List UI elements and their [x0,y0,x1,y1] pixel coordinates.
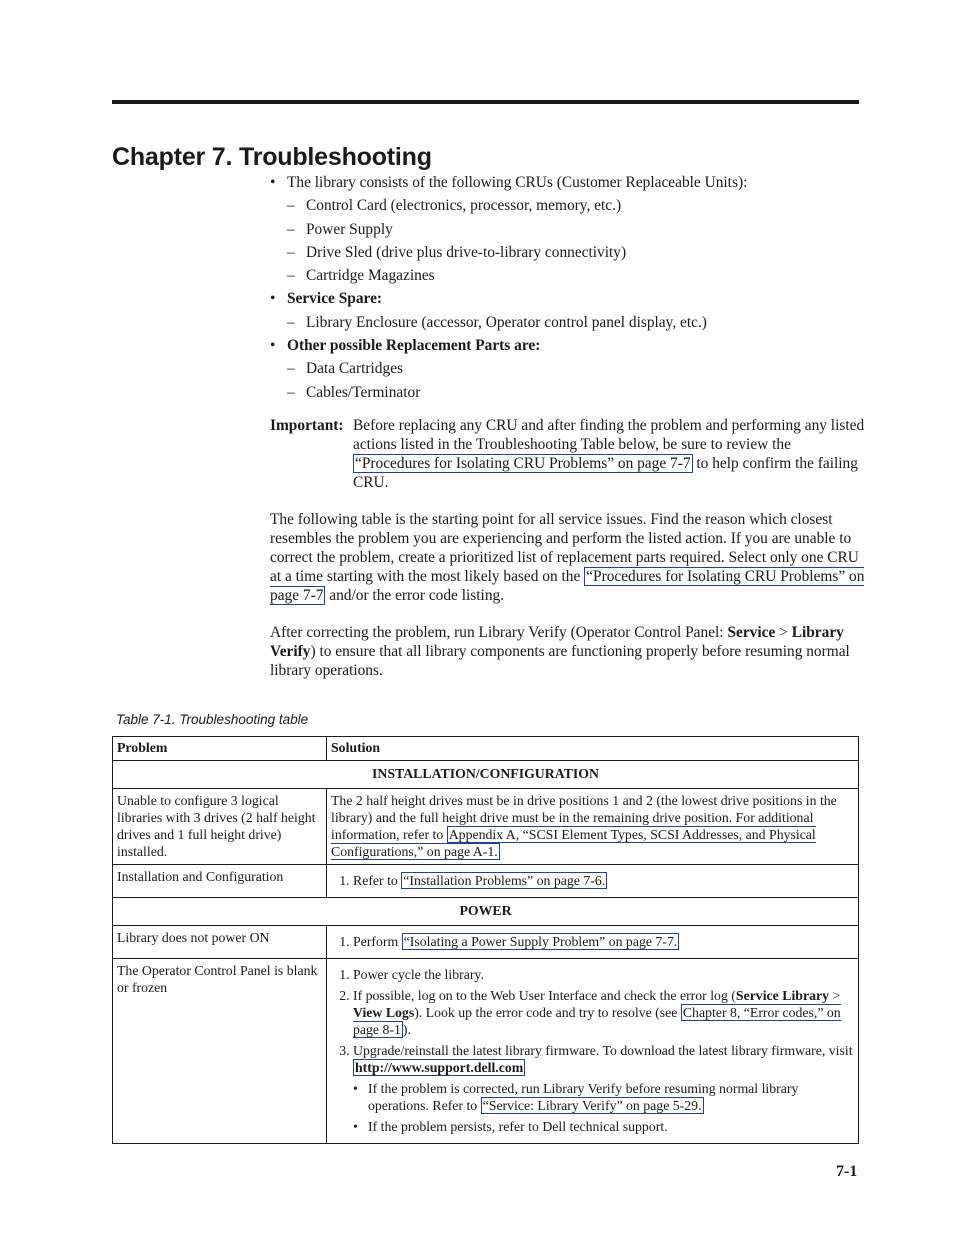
other-part-item: – Data Cartridges [270,359,865,378]
solution-cell [327,959,859,1144]
problem-cell: Unable to configure 3 logical libraries with 3 drives (2 half height drives and 1 full height drive) installed. [113,789,327,865]
solution-cell: 1. Perform “Isolating a Power Supply Problem” on page 7-7. [327,926,859,959]
link-library-verify[interactable]: “Service: Library Verify” on page 5-29. [482,1098,702,1113]
service-spare-label: • Service Spare: [270,289,865,308]
other-part-item: – Cables/Terminator [270,383,865,402]
problem-cell: Installation and Configuration [113,865,327,898]
link-error-codes[interactable]: Chapter 8, “Error codes,” on page 8-1 [353,1005,841,1037]
top-rule [112,100,859,104]
cru-item: – Cartridge Magazines [270,266,865,285]
table-row [113,789,859,865]
cru-item: – Control Card (electronics, processor, memory, etc.) [270,196,865,215]
link-power-supply-problem[interactable]: “Isolating a Power Supply Problem” on page 7-7. [403,934,678,949]
link-installation-problems[interactable]: “Installation Problems” on page 7-6. [403,873,606,888]
link-isolating-cru-2[interactable]: “Procedures for Isolating CRU Problems” on page 7-7 [270,567,865,604]
after-correcting-paragraph: After correcting the problem, run Library Verify (Operator Control Panel: Service > Library Verify) to ensure that all library components are functioning properly before resuming normal library operations. [270,623,850,679]
important-note: Important: Before replacing any CRU and after finding the problem and performing any listed actions listed in the Troubleshooting Table below, be sure to review the “Procedures for Isolating CRU Problems” on page 7-7 to help confirm the failing CRU. [270,416,865,491]
body-text [270,173,865,680]
intro-paragraph: The following table is the starting point for all service issues. Find the reason which closest resembles the problem you are experiencing and perform the listed action. If you are unable to correct the problem, create a prioritized list of replacement parts required. Select only one CRU at a time starting with the most likely based on the “Procedures for Isolating CRU Problems” on page 7-7 and/or the error code listing. [270,510,865,604]
step-item: 1. Power cycle the library. [353,966,854,983]
link-appendix-a[interactable]: Appendix A, “SCSI Element Types, SCSI Addresses, and Physical Configurations,” on page A-1. [331,827,816,859]
section-row [113,761,859,789]
sub-item: • If the problem persists, refer to Dell technical support. [368,1118,854,1135]
table-caption: Table 7-1. Troubleshooting table [116,712,309,727]
other-parts-label: • Other possible Replacement Parts are: [270,336,865,355]
step-item: 3. Upgrade/reinstall the latest library firmware. To download the latest library firmware, visit http://www.support.dell.com • If the problem is corrected, run Library Verify before resuming normal library operations. Refer to “Service: Library Verify” on page 5-29. • If the problem persists, refer to Dell technical support. [353,1042,854,1135]
step-item: 2. If possible, log on to the Web User Interface and check the error log (Service Library > View Logs). Look up the error code and try to resolve (see Chapter 8, “Error codes,” on page 8-1 ). [353,987,854,1038]
link-dell-support[interactable]: http://www.support.dell.com [355,1060,524,1075]
page-number: 7-1 [836,1163,858,1180]
cru-intro: • The library consists of the following CRUs (Customer Replaceable Units): [270,173,865,192]
table-header-row [113,737,859,761]
problem-cell: The Operator Control Panel is blank or frozen [113,959,327,1144]
sub-item: • If the problem is corrected, run Library Verify before resuming normal library operations. Refer to “Service: Library Verify” on page 5-29. [368,1080,854,1114]
solution-cell: The 2 half height drives must be in drive positions 1 and 2 (the lowest drive positions in the library) and the full height drive must be in the remaining drive position. For additional information, refer to Appendix A, “SCSI Element Types, SCSI Addresses, and Physical Configurations,” on page A-1. [327,789,859,865]
table-row [113,865,859,898]
section-install: INSTALLATION/CONFIGURATION [113,761,859,789]
table-row [113,959,859,1144]
cru-item: – Power Supply [270,220,865,239]
section-power: POWER [113,898,859,926]
service-spare-item: – Library Enclosure (accessor, Operator control panel display, etc.) [270,313,865,332]
cru-item: – Drive Sled (drive plus drive-to-library connectivity) [270,243,865,262]
important-label: Important: [270,416,344,434]
link-isolating-cru[interactable]: “Procedures for Isolating CRU Problems” on page 7-7 [355,454,691,472]
solution-cell: 1. Refer to “Installation Problems” on page 7-6. [327,865,859,898]
header-problem: Problem [113,737,327,761]
troubleshooting-table [112,736,859,1144]
table-row [113,926,859,959]
chapter-title: Chapter 7. Troubleshooting [112,143,432,171]
header-solution: Solution [327,737,859,761]
section-row [113,898,859,926]
problem-cell: Library does not power ON [113,926,327,959]
